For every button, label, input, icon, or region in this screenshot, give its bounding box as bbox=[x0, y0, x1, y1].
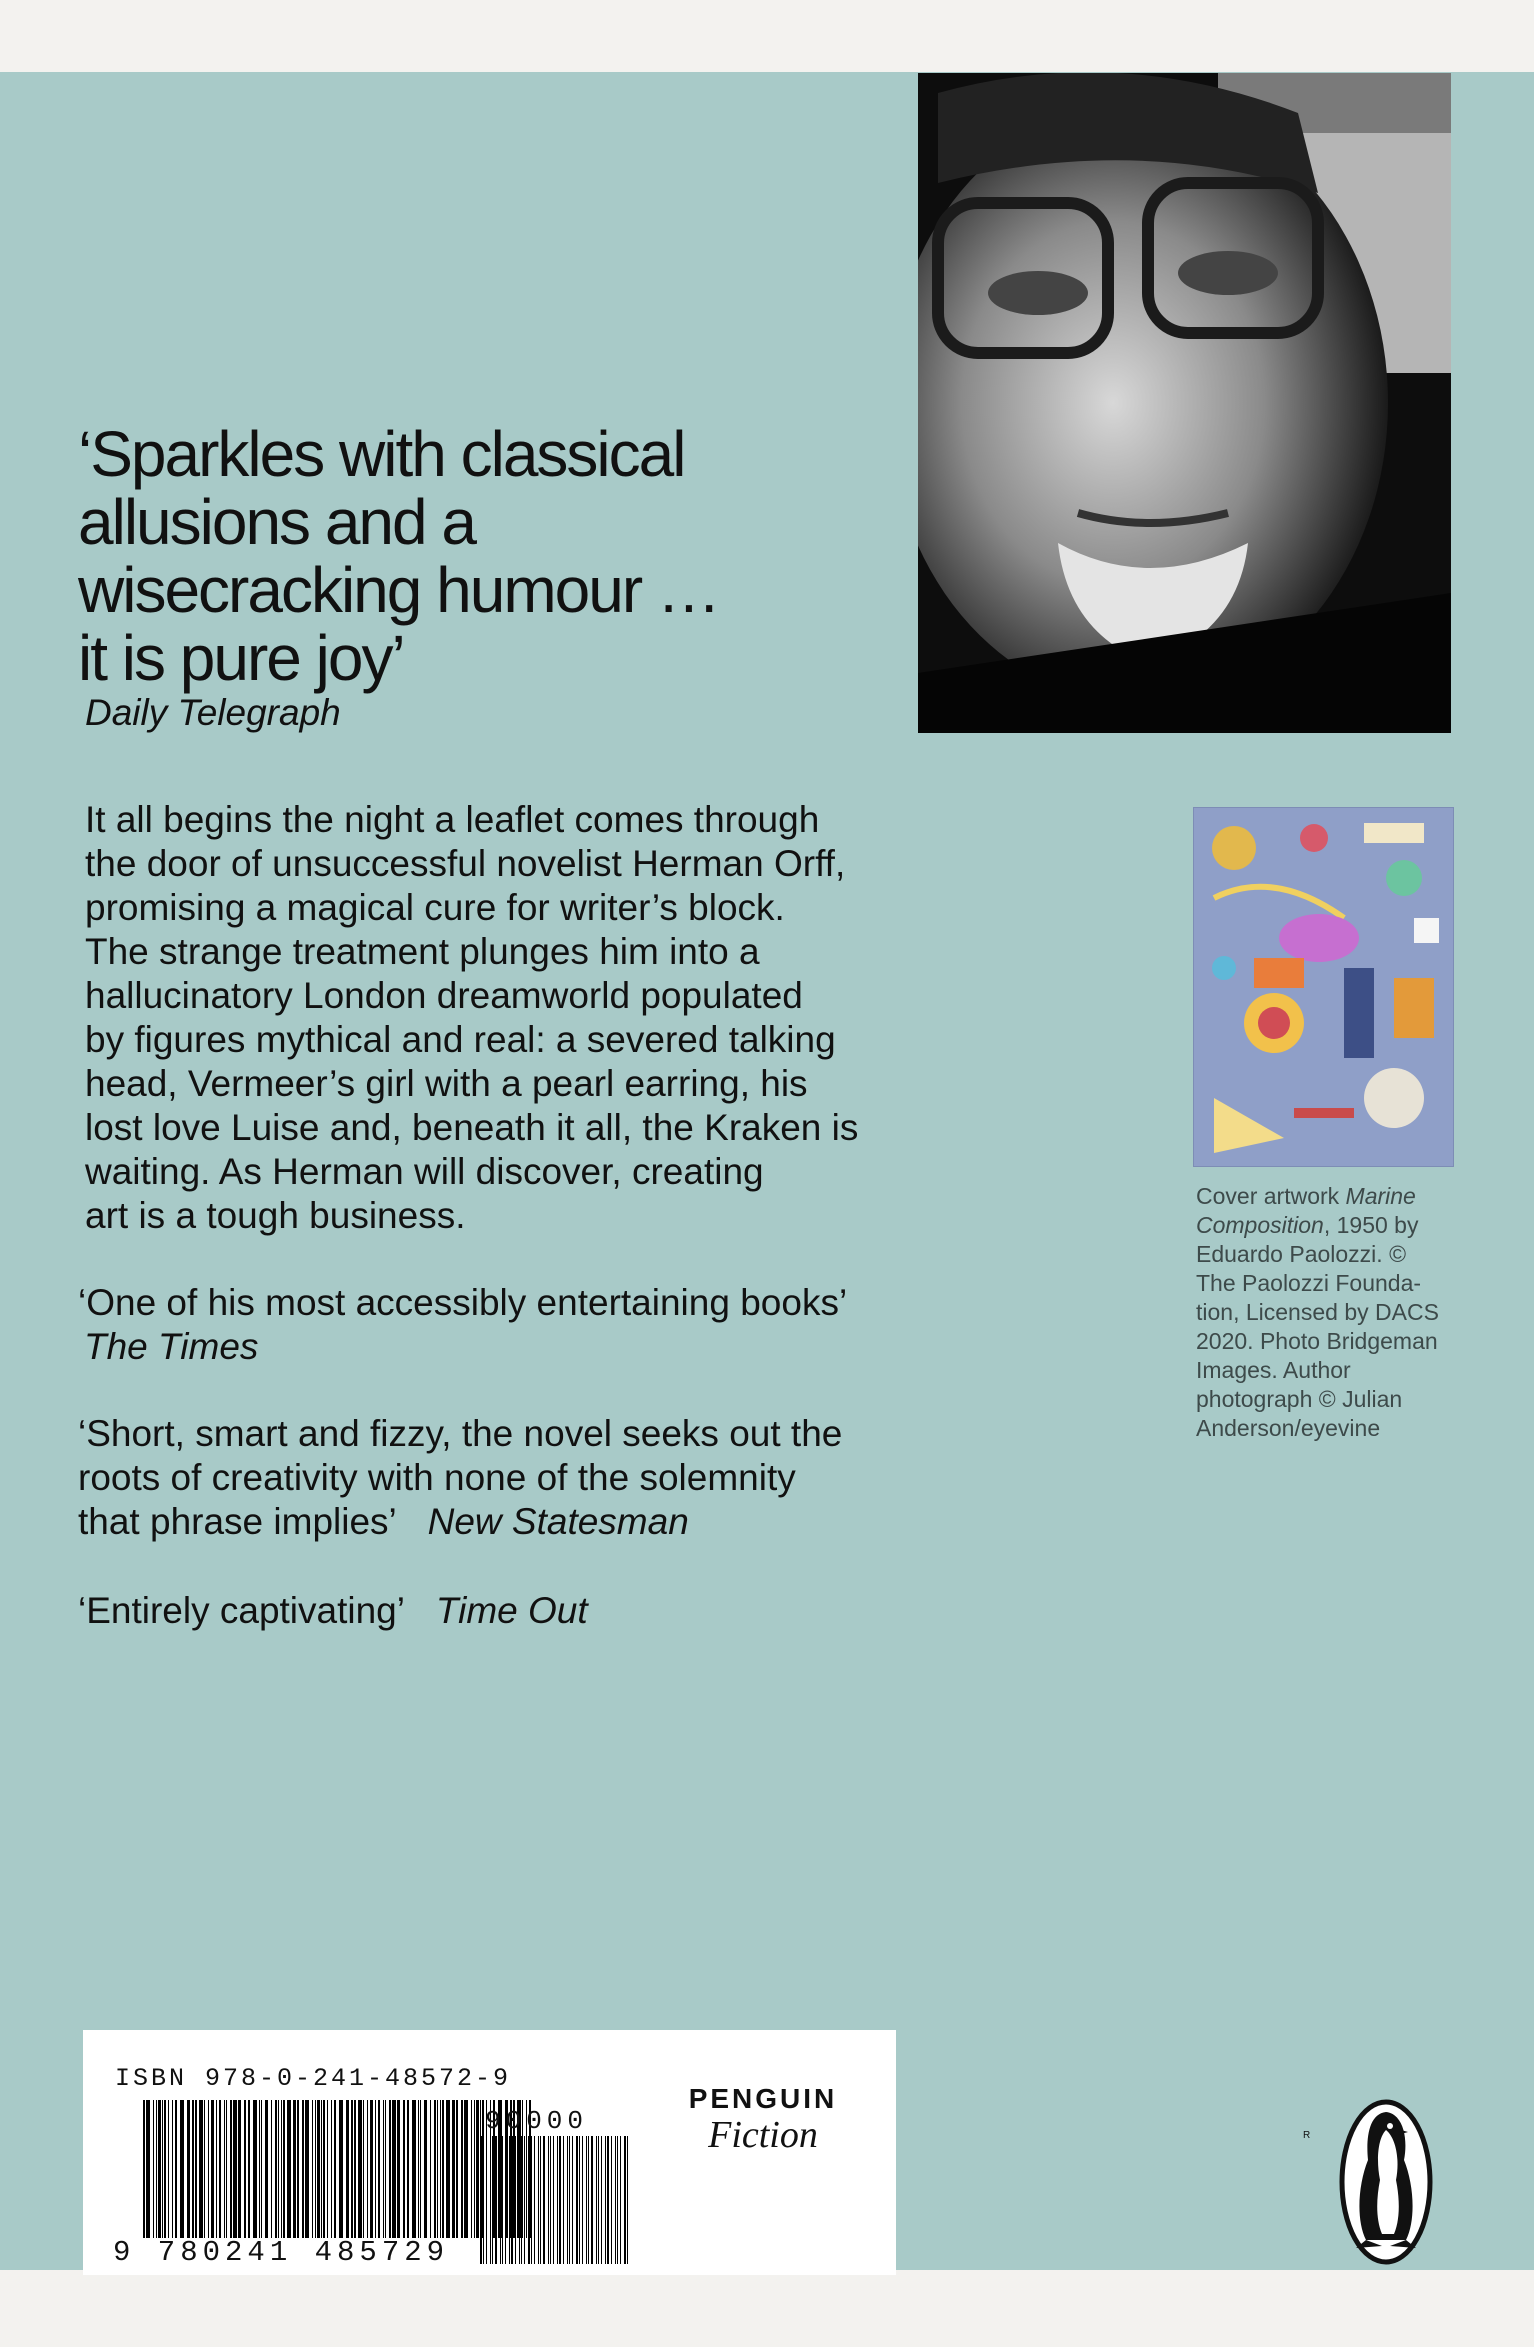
blurb-line: art is a tough business. bbox=[85, 1195, 466, 1236]
barcode-bar bbox=[248, 2100, 250, 2238]
barcode-bar bbox=[389, 2100, 391, 2238]
barcode-bar bbox=[559, 2136, 561, 2264]
barcode-bar bbox=[464, 2100, 468, 2238]
barcode-bar bbox=[412, 2100, 416, 2238]
barcode-bar bbox=[601, 2136, 602, 2264]
barcode-bar bbox=[540, 2136, 541, 2264]
barcode-bar bbox=[195, 2100, 197, 2238]
barcode-bar bbox=[283, 2100, 285, 2238]
barcode-bar bbox=[153, 2100, 154, 2238]
review-last-line bbox=[78, 1500, 842, 1544]
barcode-bar bbox=[483, 2136, 484, 2264]
barcode-bar bbox=[596, 2136, 597, 2264]
barcode-bar bbox=[440, 2100, 441, 2238]
barcode-bar bbox=[528, 2136, 530, 2264]
barcode-bar bbox=[317, 2100, 320, 2238]
barcode-bar bbox=[492, 2136, 493, 2264]
blurb-line: promising a magical cure for writer’s block. bbox=[85, 887, 785, 928]
blurb-line: waiting. As Herman will discover, creating bbox=[85, 1151, 764, 1192]
barcode-bar bbox=[156, 2100, 157, 2238]
barcode-bar bbox=[579, 2136, 580, 2264]
barcode-bar bbox=[615, 2136, 616, 2264]
barcode-bar bbox=[305, 2100, 309, 2238]
publisher-imprint bbox=[683, 2083, 843, 2157]
blurb-line: It all begins the night a leaflet comes through bbox=[85, 799, 820, 840]
barcode-bar bbox=[208, 2100, 209, 2238]
barcode-bar bbox=[588, 2136, 589, 2264]
cover-artwork-thumbnail bbox=[1193, 807, 1454, 1167]
publisher-name: PENGUIN bbox=[688, 2083, 838, 2114]
barcode-bar bbox=[287, 2100, 291, 2238]
barcode-bar bbox=[502, 2136, 503, 2264]
barcode-bar bbox=[363, 2100, 364, 2238]
blurb-line: The strange treatment plunges him into a bbox=[85, 931, 760, 972]
barcode-bar bbox=[302, 2100, 304, 2238]
barcode-bar bbox=[627, 2136, 628, 2264]
barcode-bar bbox=[259, 2100, 260, 2238]
barcode-bar bbox=[480, 2136, 482, 2264]
lead-quote-line: it is pure joy’ bbox=[78, 622, 404, 694]
ean-digits: 9 780241 485729 bbox=[113, 2236, 450, 2269]
barcode-bar bbox=[180, 2100, 184, 2238]
barcode-bar bbox=[598, 2136, 599, 2264]
barcode-bar bbox=[297, 2100, 299, 2238]
barcode-bar bbox=[543, 2136, 545, 2264]
barcode-bar bbox=[192, 2100, 194, 2238]
barcode-bar bbox=[172, 2100, 173, 2238]
barcode-bar bbox=[204, 2100, 205, 2238]
barcode-bar bbox=[624, 2136, 626, 2264]
barcode-bar bbox=[474, 2100, 475, 2238]
barcode-bar bbox=[367, 2100, 368, 2238]
barcode-bar bbox=[515, 2136, 516, 2264]
credit-line: Eduardo Paolozzi. © bbox=[1196, 1241, 1407, 1267]
review-time-out bbox=[78, 1589, 588, 1633]
barcode-bar bbox=[339, 2100, 343, 2238]
barcode-bar bbox=[521, 2136, 522, 2264]
barcode-bar bbox=[611, 2136, 612, 2264]
credit-text: Cover artwork bbox=[1196, 1183, 1346, 1209]
review-quote: roots of creativity with none of the solemnity bbox=[78, 1457, 796, 1498]
barcode-bar bbox=[524, 2136, 525, 2264]
lead-quote-line: ‘Sparkles with classical bbox=[78, 418, 685, 490]
barcode-bar bbox=[572, 2136, 573, 2264]
barcode-bar bbox=[446, 2100, 450, 2238]
barcode-bar bbox=[293, 2100, 296, 2238]
barcode-bar bbox=[456, 2100, 458, 2238]
credit-line bbox=[1196, 1182, 1466, 1211]
barcode-bar bbox=[224, 2100, 225, 2238]
barcode-bar bbox=[327, 2100, 328, 2238]
barcode-bar bbox=[486, 2136, 487, 2264]
review-quote: that phrase implies’ bbox=[78, 1501, 397, 1542]
barcode-bar bbox=[476, 2100, 479, 2238]
barcode-bar bbox=[383, 2100, 384, 2238]
addon-barcode bbox=[480, 2136, 630, 2264]
barcode-bar bbox=[557, 2136, 558, 2264]
ean-barcode bbox=[143, 2100, 531, 2238]
barcode-bar bbox=[471, 2100, 472, 2238]
barcode-bar bbox=[168, 2100, 169, 2238]
barcode-bar bbox=[375, 2100, 376, 2238]
barcode-bar bbox=[315, 2100, 316, 2238]
barcode-bar bbox=[351, 2100, 353, 2238]
barcode-bar bbox=[563, 2136, 564, 2264]
barcode-bar bbox=[392, 2100, 396, 2238]
barcode-bar bbox=[531, 2136, 532, 2264]
barcode-bar bbox=[265, 2100, 268, 2238]
penguin-logo-icon bbox=[1338, 2090, 1434, 2265]
barcode-bar bbox=[158, 2100, 161, 2238]
barcode-bar bbox=[346, 2100, 349, 2238]
barcode-bar bbox=[211, 2100, 214, 2238]
barcode-bar bbox=[607, 2136, 609, 2264]
credit-line: photograph © Julian bbox=[1196, 1386, 1403, 1412]
barcode-bar bbox=[226, 2100, 227, 2238]
review-new-statesman bbox=[78, 1412, 842, 1544]
barcode-bar bbox=[175, 2100, 177, 2238]
credit-line: Anderson/eyevine bbox=[1196, 1415, 1381, 1441]
barcode-bar bbox=[219, 2100, 221, 2238]
review-quote: ‘One of his most accessibly entertaining books’ bbox=[78, 1282, 848, 1323]
blurb-line: lost love Luise and, beneath it all, the Kraken is bbox=[85, 1107, 859, 1148]
barcode-bar bbox=[281, 2100, 282, 2238]
credit-line: 2020. Photo Bridgeman bbox=[1196, 1328, 1438, 1354]
barcode-bar bbox=[437, 2100, 438, 2238]
barcode-bar bbox=[569, 2136, 570, 2264]
credit-text: , 1950 by bbox=[1323, 1212, 1419, 1238]
artwork-title: Marine bbox=[1345, 1183, 1416, 1209]
barcode-bar bbox=[164, 2100, 166, 2238]
barcode-bar bbox=[550, 2136, 551, 2264]
credit-line bbox=[1196, 1211, 1466, 1240]
barcode-bar bbox=[424, 2100, 427, 2238]
price-code: 90000 bbox=[485, 2106, 589, 2136]
book-blurb bbox=[85, 798, 935, 1238]
barcode-bar bbox=[199, 2100, 203, 2238]
barcode-bar bbox=[442, 2100, 444, 2238]
barcode-bar bbox=[586, 2136, 587, 2264]
review-source: Time Out bbox=[435, 1590, 588, 1631]
barcode-bar bbox=[418, 2100, 419, 2238]
barcode-bar bbox=[495, 2136, 497, 2264]
barcode-bar bbox=[519, 2136, 520, 2264]
review-quote: ‘Short, smart and fizzy, the novel seeks out the bbox=[78, 1413, 843, 1454]
review-source: New Statesman bbox=[427, 1501, 689, 1542]
review-line bbox=[78, 1589, 588, 1633]
review-source: The Times bbox=[84, 1326, 259, 1367]
barcode-bar bbox=[354, 2100, 356, 2238]
barcode-bar bbox=[420, 2100, 421, 2238]
barcode-bar bbox=[143, 2100, 145, 2238]
barcode-bar bbox=[490, 2136, 491, 2264]
registered-mark: R bbox=[1303, 2130, 1311, 2141]
review-quote: ‘Entirely captivating’ bbox=[78, 1590, 405, 1631]
barcode-bar bbox=[576, 2136, 578, 2264]
barcode-bar bbox=[538, 2136, 539, 2264]
barcode-bar bbox=[331, 2100, 332, 2238]
barcode-bar bbox=[261, 2100, 262, 2238]
barcode-bar bbox=[452, 2100, 455, 2238]
imprint-name: Fiction bbox=[708, 2114, 818, 2156]
barcode-bar bbox=[509, 2136, 510, 2264]
lead-quote-source: Daily Telegraph bbox=[85, 692, 341, 733]
barcode-bar bbox=[403, 2100, 405, 2238]
barcode-bar bbox=[370, 2100, 373, 2238]
blurb-line: by figures mythical and real: a severed talking bbox=[85, 1019, 836, 1060]
barcode-bar bbox=[378, 2100, 380, 2238]
barcode-bar bbox=[511, 2136, 513, 2264]
barcode-bar bbox=[605, 2136, 606, 2264]
barcode-bar bbox=[534, 2136, 535, 2264]
barcode-bar bbox=[385, 2100, 386, 2238]
barcode-bar bbox=[278, 2100, 279, 2238]
artwork-title: Composition bbox=[1196, 1212, 1324, 1238]
barcode-bar bbox=[505, 2136, 506, 2264]
barcode-bar bbox=[238, 2100, 241, 2238]
barcode-bar bbox=[230, 2100, 232, 2238]
barcode-bar bbox=[233, 2100, 237, 2238]
barcode-bar bbox=[617, 2136, 618, 2264]
barcode-bar bbox=[323, 2100, 325, 2238]
barcode-bar bbox=[146, 2100, 150, 2238]
lead-quote-line: wisecracking humour … bbox=[78, 554, 719, 626]
barcode-bar bbox=[500, 2136, 501, 2264]
barcode-bar bbox=[216, 2100, 217, 2238]
barcode-bar bbox=[567, 2136, 568, 2264]
barcode-bar bbox=[582, 2136, 583, 2264]
barcode-bar bbox=[275, 2100, 277, 2238]
barcode-bar bbox=[434, 2100, 436, 2238]
review-times bbox=[78, 1281, 847, 1369]
credit-line: tion, Licensed by DACS bbox=[1196, 1299, 1439, 1325]
blurb-line: hallucinatory London dreamworld populated bbox=[85, 975, 803, 1016]
barcode-bar bbox=[548, 2136, 549, 2264]
barcode-bar bbox=[407, 2100, 409, 2238]
barcode-bar bbox=[321, 2100, 322, 2238]
credit-line: The Paolozzi Founda- bbox=[1196, 1270, 1422, 1296]
author-photo bbox=[918, 73, 1451, 733]
lead-quote-line: allusions and a bbox=[78, 486, 475, 558]
barcode-bar bbox=[187, 2100, 190, 2238]
isbn-label: ISBN 978-0-241-48572-9 bbox=[115, 2064, 512, 2093]
barcode-bar bbox=[334, 2100, 336, 2238]
barcode-bar bbox=[162, 2100, 163, 2238]
barcode-bar bbox=[253, 2100, 257, 2238]
credit-line: Images. Author bbox=[1196, 1357, 1351, 1383]
barcode-bar bbox=[271, 2100, 272, 2238]
barcode-bar bbox=[553, 2136, 554, 2264]
blurb-line: the door of unsuccessful novelist Herman Orff, bbox=[85, 843, 846, 884]
barcode-panel bbox=[83, 2030, 896, 2275]
barcode-bar bbox=[591, 2136, 593, 2264]
cover-credits bbox=[1196, 1182, 1466, 1443]
lead-quote bbox=[78, 420, 838, 692]
barcode-bar bbox=[430, 2100, 431, 2238]
barcode-bar bbox=[620, 2136, 621, 2264]
barcode-bar bbox=[358, 2100, 362, 2238]
barcode-bar bbox=[244, 2100, 246, 2238]
blurb-line: head, Vermeer’s girl with a pearl earring, his bbox=[85, 1063, 808, 1104]
barcode-bar bbox=[312, 2100, 313, 2238]
barcode-bar bbox=[397, 2100, 400, 2238]
barcode-bar bbox=[461, 2100, 463, 2238]
